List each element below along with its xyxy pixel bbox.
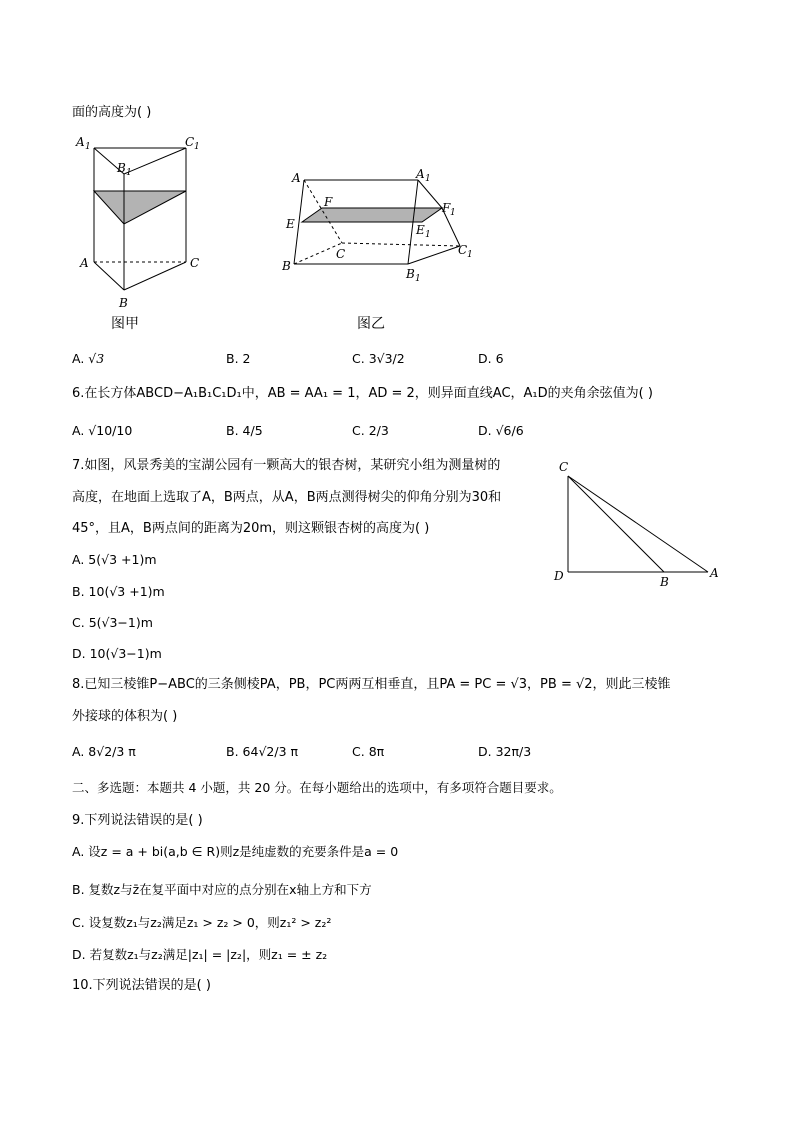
q7-line-2: 高度，在地面上选取了A，B两点，从A，B两点测得树尖的仰角分别为30和 [72, 490, 502, 505]
figure-jia-prism [72, 130, 212, 312]
label-E1: E [416, 223, 425, 237]
q8-option-a: A. 8√2/3 π [72, 744, 136, 759]
q6-option-a: A. √10/10 [72, 423, 133, 438]
q6-option-b: B. 4/5 [226, 423, 263, 438]
q9-stem: 9.下列说法错误的是( ) [72, 813, 203, 828]
q7-option-d: D. 10(√3−1)m [72, 646, 162, 661]
q5-option-c: C. 3√3/2 [352, 351, 405, 366]
label-A1: A [416, 168, 425, 181]
svg-text:1: 1 [467, 250, 473, 260]
q6-option-c: C. 2/3 [352, 423, 389, 438]
q8-option-b: B. 64√2/3 π [226, 744, 299, 759]
q5-option-a: A. √3 [72, 351, 105, 366]
figure-yi-prism [282, 168, 482, 286]
q7-option-a: A. 5(√3 +1)m [72, 552, 157, 567]
label-A1: A [76, 135, 85, 149]
label-C1: C [185, 135, 195, 149]
q8-option-d: D. 32π/3 [478, 744, 532, 759]
svg-text:1: 1 [425, 174, 431, 184]
q9-option-b: B. 复数z与z̄在复平面中对应的点分别在x轴上方和下方 [72, 882, 372, 897]
svg-text:1: 1 [450, 208, 456, 218]
q8-line-2: 外接球的体积为( ) [72, 709, 178, 724]
label-D: D [554, 569, 564, 583]
q7-option-b: B. 10(√3 +1)m [72, 584, 165, 599]
label-A: A [710, 566, 719, 580]
q5-stem-tail: 面的高度为( ) [72, 105, 152, 120]
label-F1: F [442, 201, 451, 215]
section-2-heading: 二、多选题：本题共 4 小题，共 20 分。在每小题给出的选项中，有多项符合题目要求。 [72, 780, 562, 795]
label-E: E [286, 217, 295, 231]
label-F: F [324, 195, 333, 209]
label-B: B [282, 259, 291, 273]
figure-yi-caption: 图乙 [357, 316, 385, 332]
cross-section-triangle [94, 191, 186, 224]
svg-text:1: 1 [126, 168, 132, 178]
q9-option-a: A. 设z = a + bi(a,b ∈ R)则z是纯虚数的充要条件是a = 0 [72, 844, 399, 859]
label-C: C [336, 247, 346, 261]
q6-option-d: D. √6/6 [478, 423, 524, 438]
label-C1: C [458, 243, 468, 257]
label-B: B [119, 296, 128, 310]
label-A: A [80, 256, 89, 270]
q6-stem: 6.在长方体ABCD−A₁B₁C₁D₁中，AB = AA₁ = 1，AD = 2，则异面直线AC，A₁D的夹角余弦值为( ) [72, 386, 653, 401]
q10-stem: 10.下列说法错误的是( ) [72, 978, 211, 993]
svg-text:1: 1 [425, 230, 431, 240]
cross-section-plane [302, 208, 442, 222]
figure-tree-triangle [550, 456, 726, 590]
label-A: A [292, 171, 301, 185]
q7-line-1: 7.如图，风景秀美的宝湖公园有一颗高大的银杏树，某研究小组为测量树的 [72, 458, 501, 473]
q9-option-c: C. 设复数z₁与z₂满足z₁ > z₂ > 0，则z₁² > z₂² [72, 915, 332, 930]
svg-text:1: 1 [415, 274, 421, 284]
q9-option-d: D. 若复数z₁与z₂满足|z₁| = |z₂|，则z₁ = ± z₂ [72, 947, 328, 962]
label-B1: B [406, 267, 415, 281]
q5-option-b: B. 2 [226, 351, 251, 366]
figure-jia-caption: 图甲 [111, 316, 139, 332]
q7-option-c: C. 5(√3−1)m [72, 615, 153, 630]
label-B: B [660, 575, 669, 589]
q5-option-d: D. 6 [478, 351, 504, 366]
svg-text:1: 1 [194, 142, 200, 152]
svg-text:1: 1 [85, 142, 91, 152]
q8-line-1: 8.已知三棱锥P−ABC的三条侧棱PA，PB，PC两两互相垂直，且PA = PC = √3，PB = √2，则此三棱锥 [72, 677, 671, 692]
q8-option-c: C. 8π [352, 744, 385, 759]
label-C: C [559, 460, 569, 474]
label-B1: B [117, 161, 126, 175]
q7-line-3: 45°，且A，B两点间的距离为20m，则这颗银杏树的高度为( ) [72, 521, 430, 536]
label-C: C [190, 256, 200, 270]
